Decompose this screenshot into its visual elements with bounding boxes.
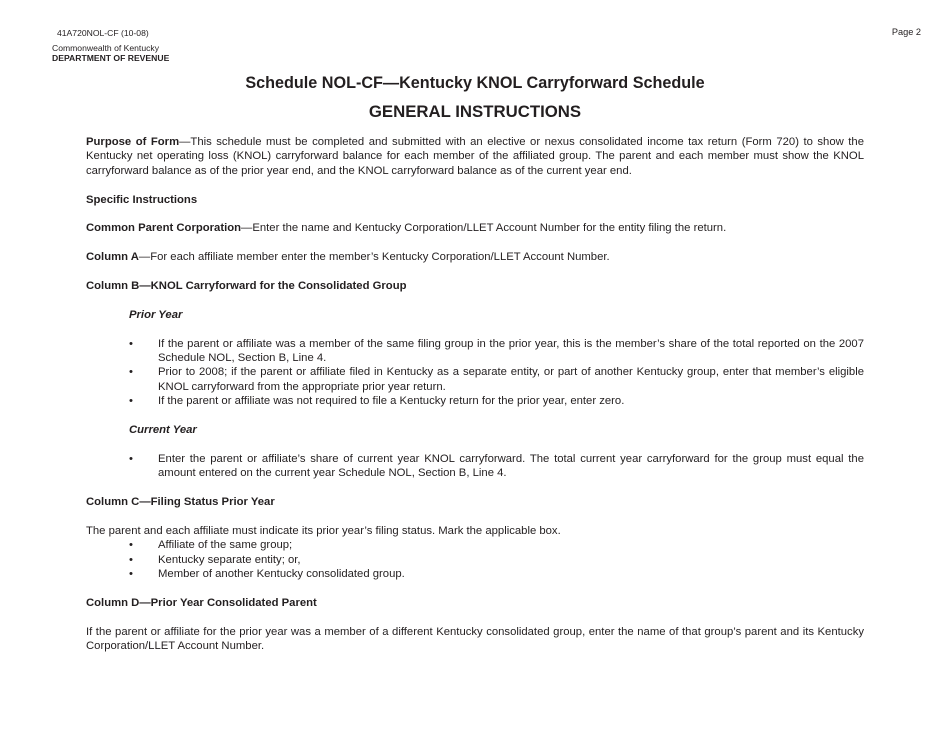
list-item: • If the parent or affiliate was a member of the same filing group in the prior year, this is the member’s share of the total reported on the 2007 Schedule NOL, Section B, Line 4.	[129, 337, 864, 364]
column-b-heading: Column B—KNOL Carryforward for the Consolidated Group	[86, 280, 407, 292]
list-item: • If the parent or affiliate was not required to file a Kentucky return for the prior year, enter zero.	[129, 395, 625, 408]
filing-status-list	[86, 538, 864, 581]
common-parent-paragraph	[86, 221, 864, 235]
list-item: • Affiliate of the same group;	[129, 539, 293, 552]
column-a-text: —For each affiliate member enter the member’s Kentucky Corporation/LLET Account Number.	[138, 251, 610, 264]
list-item: • Prior to 2008; if the parent or affiliate filed in Kentucky as a separate entity, or part of another Kentucky group, enter that member’s eligible KNOL carryforward from the appropriate prior year return.	[129, 366, 864, 393]
form-id: 41A720NOL-CF (10-08)	[57, 28, 149, 38]
specific-instructions-heading: Specific Instructions	[86, 193, 198, 206]
purpose-label: Purpose of Form	[86, 136, 180, 148]
purpose-paragraph	[86, 135, 864, 178]
bullet-icon: •	[129, 395, 133, 408]
bullet-icon: •	[129, 553, 133, 566]
common-parent-text: —Enter the name and Kentucky Corporation/LLET Account Number for the entity filing the return.	[241, 222, 727, 235]
page-number: Page 2	[891, 27, 921, 37]
bullet-icon: •	[129, 539, 133, 552]
section-heading: GENERAL INSTRUCTIONS	[368, 102, 582, 121]
common-parent-label: Common Parent Corporation	[86, 222, 242, 235]
bullet-icon: •	[129, 568, 133, 581]
current-year-list	[86, 452, 864, 481]
list-item: • Enter the parent or affiliate’s share of current year KNOL carryforward. The total current year carryforward for the group must equal the amount entered on the current year Schedule NOL, Section B, Line 4.	[129, 452, 864, 480]
current-year-subheading: Current Year	[129, 424, 197, 437]
bullet-icon: •	[129, 452, 133, 465]
column-a-label: Column A	[86, 251, 139, 264]
prior-year-subheading: Prior Year	[129, 308, 183, 321]
column-d-text: If the parent or affiliate for the prior year was a member of a different Kentucky consolidated group, enter the name of that group’s parent and its Kentucky Corporation/LLET Account Number.	[86, 625, 864, 653]
department-name: DEPARTMENT OF REVENUE	[52, 53, 170, 63]
list-item: • Kentucky separate entity; or,	[129, 553, 301, 566]
column-c-intro: The parent and each affiliate must indicate its prior year’s filing status. Mark the applicable box.	[86, 524, 561, 537]
page-title: Schedule NOL-CF—Kentucky KNOL Carryforward Schedule	[245, 74, 705, 92]
list-item: • Member of another Kentucky consolidated group.	[129, 568, 405, 581]
bullet-icon: •	[129, 366, 133, 379]
purpose-text: —This schedule must be completed and submitted with an elective or nexus consolidated income tax return (Form 720) to show the Kentucky net operating loss (KNOL) carryforward balance for each member of the affiliated group. The parent and each member must show the KNOL carryforward balance as of the prior year end, and the KNOL carryforward balance as of the current year end.	[86, 136, 864, 177]
column-a-paragraph	[86, 250, 864, 264]
agency-name: Commonwealth of Kentucky	[52, 43, 159, 53]
prior-year-list	[86, 337, 864, 409]
bullet-icon: •	[129, 337, 133, 350]
column-c-heading: Column C—Filing Status Prior Year	[86, 496, 275, 509]
instructions-body	[86, 135, 864, 668]
column-d-heading: Column D—Prior Year Consolidated Parent	[86, 596, 317, 609]
